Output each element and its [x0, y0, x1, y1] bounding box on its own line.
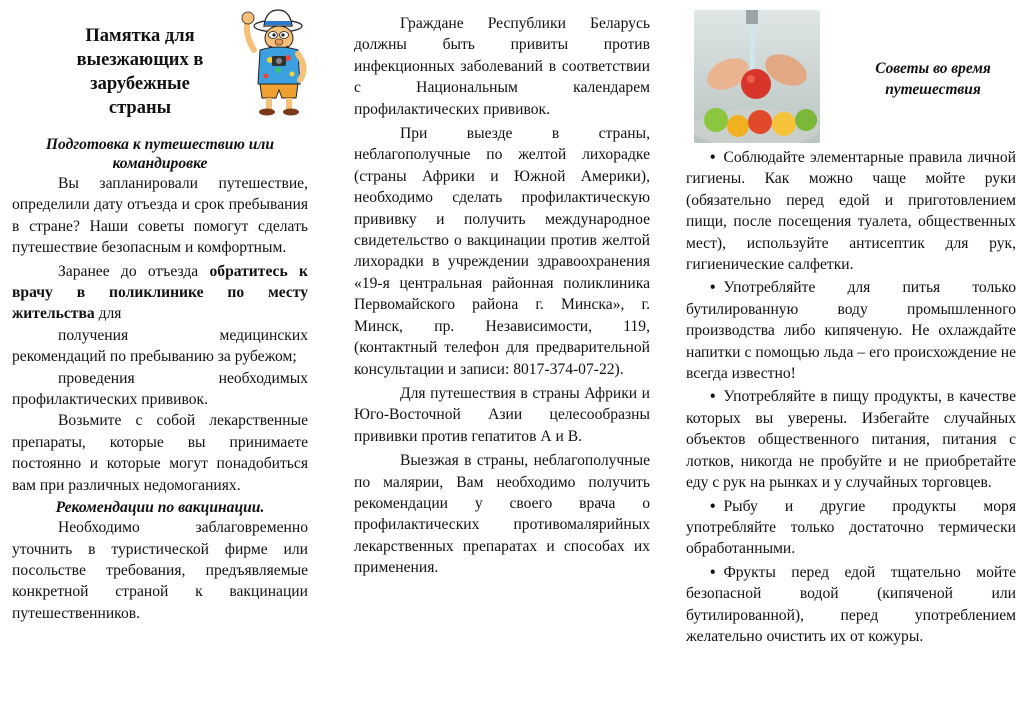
- bold-text: обратитесь к врачу в поликлинике по месту жительства: [12, 262, 308, 323]
- bullet-icon: •: [710, 563, 716, 581]
- paragraph: проведения необходимых профилактических прививок.: [12, 369, 308, 409]
- column-right: [686, 0, 1016, 717]
- list-item: [686, 147, 1016, 275]
- paragraph: Необходимо заблаговременно уточнить в туристической фирме или посольстве требования, предъявляемые конкретной страной к вакцинации путешественников.: [12, 519, 308, 622]
- list-item: [686, 562, 1016, 648]
- list-item: [686, 277, 1016, 384]
- list-item: [686, 386, 1016, 493]
- list-item-text: Фрукты перед едой тщательно мойте безопасной водой (кипяченой или бутилированной), перед употреблением желательно очистить их от кожуры.: [686, 563, 1016, 645]
- paragraph: получения медицинских рекомендаций по пребыванию за рубежом;: [12, 326, 308, 366]
- list-item: [686, 496, 1016, 560]
- paragraph: Выезжая в страны, неблагополучные по малярии, Вам необходимо получить рекомендации у своего врача о профилактических противомалярийных лекарственных препаратах и способах их применения.: [354, 452, 650, 577]
- column-left: [12, 0, 308, 717]
- paragraph: При выезде в страны, неблагополучные по желтой лихорадке (страны Африки и Южной Америки), необходимо сделать профилактическую прививку и получить международное свидетельство о вакцинации против желтой лихорадки в учреждении здравоохранения «19-я центральная районная поликлиника Первомайского района г. Минска», г. Минск, пр. Независимости, 119, (контактный телефон для предварительной консультации и записи: 8017-374-07-22).: [354, 125, 650, 378]
- washing-fruit-photo-icon: [694, 10, 820, 143]
- column-middle: [354, 0, 650, 717]
- list-item-text: Употребляйте для питья только бутилированную воду промышленного производства либо кипяченую. Не охлаждайте напитки с помощью льда – его происхождение не всегда известно!: [686, 279, 1016, 383]
- section-heading-vaccination: Рекомендации по вакцинации.: [55, 499, 265, 517]
- bullet-icon: •: [710, 149, 716, 166]
- paragraph: Граждане Республики Беларусь должны быть привиты против инфекционных заболеваний в соответствии с Национальным календарем профилактических прививок.: [354, 15, 650, 118]
- bullet-icon: •: [710, 497, 716, 515]
- paragraph-doctor: [12, 261, 308, 325]
- bullet-icon: •: [710, 279, 716, 297]
- tourist-cartoon-icon: [234, 6, 314, 118]
- list-item-text: Рыбу и другие продукты моря употребляйте только достаточно термически обработанными.: [686, 497, 1016, 558]
- paragraph: Для путешествия в страны Африки и Юго-Восточной Азии целесообразны прививки против гепатитов А и В.: [354, 384, 650, 445]
- paragraph: Вы запланировали путешествие, определили дату отъезда и срок пребывания в стране? Наши советы помогут сделать путешествие безопасным и комфортным.: [12, 175, 308, 257]
- bullet-icon: •: [710, 388, 716, 406]
- section-heading-preparation: Подготовка к путешествию или командировке: [45, 136, 275, 172]
- text-run: для: [94, 305, 122, 323]
- list-item-text: Соблюдайте элементарные правила личной гигиены. Как можно чаще мойте руки (обязательно перед едой и приготовлением пищи, после посещения туалета, общественных мест), используйте антисептик для рук, гигиенические салфетки.: [686, 149, 1016, 274]
- list-item-text: Употребляйте в пищу продукты, в качестве которых вы уверены. Избегайте случайных объектов общественного питания, питания с лотков, никогда не пробуйте и не приобретайте еду с рук на рынках и у случайных торговцев.: [686, 388, 1016, 492]
- page-title: Памятка для выезжающих в зарубежные страны: [76, 26, 204, 118]
- text-run: Заранее до отъезда: [58, 262, 210, 280]
- paragraph: Возьмите с собой лекарственные препараты, которые вы принимаете постоянно и которые могут понадобиться вам при различных недомоганиях.: [12, 412, 308, 494]
- section-heading-tips: Советы во время путешествия: [875, 60, 991, 98]
